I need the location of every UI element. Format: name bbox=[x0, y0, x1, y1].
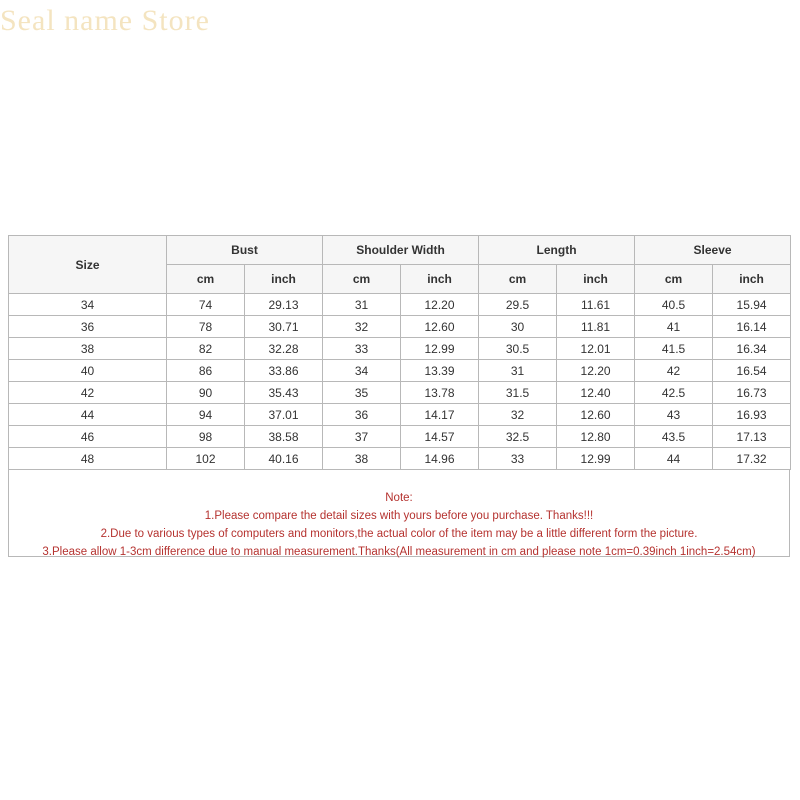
measurement-cell: 12.80 bbox=[557, 426, 635, 448]
table-row bbox=[9, 426, 791, 448]
measurement-cell: 35 bbox=[323, 382, 401, 404]
measurement-cell: 17.32 bbox=[713, 448, 791, 470]
measurement-cell: 43 bbox=[635, 404, 713, 426]
measurement-cell: 15.94 bbox=[713, 294, 791, 316]
unit-header-inch: inch bbox=[401, 265, 479, 294]
measurement-cell: 12.60 bbox=[401, 316, 479, 338]
table-row bbox=[9, 382, 791, 404]
measurement-cell: 33 bbox=[323, 338, 401, 360]
measurement-cell: 32.28 bbox=[245, 338, 323, 360]
size-table-body bbox=[9, 294, 791, 470]
measurement-cell: 37 bbox=[323, 426, 401, 448]
measurement-cell: 12.99 bbox=[557, 448, 635, 470]
table-row bbox=[9, 448, 791, 470]
unit-header-cm: cm bbox=[479, 265, 557, 294]
size-table bbox=[8, 235, 791, 470]
measurement-cell: 17.13 bbox=[713, 426, 791, 448]
measurement-cell: 40.5 bbox=[635, 294, 713, 316]
measurement-cell: 33 bbox=[479, 448, 557, 470]
size-cell: 34 bbox=[9, 294, 167, 316]
measurement-cell: 32 bbox=[323, 316, 401, 338]
measurement-cell: 13.39 bbox=[401, 360, 479, 382]
measurement-cell: 12.20 bbox=[557, 360, 635, 382]
measurement-cell: 41 bbox=[635, 316, 713, 338]
measurement-cell: 31 bbox=[323, 294, 401, 316]
measurement-cell: 78 bbox=[167, 316, 245, 338]
size-cell: 36 bbox=[9, 316, 167, 338]
size-cell: 46 bbox=[9, 426, 167, 448]
unit-header-inch: inch bbox=[557, 265, 635, 294]
measurement-cell: 94 bbox=[167, 404, 245, 426]
unit-header-cm: cm bbox=[323, 265, 401, 294]
measurement-cell: 35.43 bbox=[245, 382, 323, 404]
measurement-cell: 37.01 bbox=[245, 404, 323, 426]
measurement-cell: 102 bbox=[167, 448, 245, 470]
measurement-cell: 12.20 bbox=[401, 294, 479, 316]
measurement-cell: 82 bbox=[167, 338, 245, 360]
measurement-cell: 16.54 bbox=[713, 360, 791, 382]
bust-header: Bust bbox=[167, 236, 323, 265]
measurement-cell: 32 bbox=[479, 404, 557, 426]
unit-header-inch: inch bbox=[713, 265, 791, 294]
measurement-cell: 36 bbox=[323, 404, 401, 426]
measurement-cell: 30.71 bbox=[245, 316, 323, 338]
table-row bbox=[9, 294, 791, 316]
measurement-cell: 16.93 bbox=[713, 404, 791, 426]
measurement-cell: 29.5 bbox=[479, 294, 557, 316]
size-cell: 38 bbox=[9, 338, 167, 360]
length-header: Length bbox=[479, 236, 635, 265]
measurement-cell: 42.5 bbox=[635, 382, 713, 404]
note-title: Note: bbox=[385, 492, 413, 504]
unit-header-cm: cm bbox=[635, 265, 713, 294]
table-row bbox=[9, 404, 791, 426]
store-watermark: Seal name Store bbox=[0, 4, 210, 37]
unit-header-inch: inch bbox=[245, 265, 323, 294]
measurement-cell: 31.5 bbox=[479, 382, 557, 404]
sleeve-header: Sleeve bbox=[635, 236, 791, 265]
measurement-cell: 30.5 bbox=[479, 338, 557, 360]
measurement-cell: 14.17 bbox=[401, 404, 479, 426]
measurement-cell: 90 bbox=[167, 382, 245, 404]
measurement-cell: 12.01 bbox=[557, 338, 635, 360]
size-cell: 44 bbox=[9, 404, 167, 426]
size-cell: 48 bbox=[9, 448, 167, 470]
measurement-cell: 34 bbox=[323, 360, 401, 382]
measurement-cell: 40.16 bbox=[245, 448, 323, 470]
measurement-cell: 30 bbox=[479, 316, 557, 338]
size-cell: 40 bbox=[9, 360, 167, 382]
measurement-cell: 12.60 bbox=[557, 404, 635, 426]
measurement-cell: 86 bbox=[167, 360, 245, 382]
measurement-cell: 11.81 bbox=[557, 316, 635, 338]
measurement-cell: 12.40 bbox=[557, 382, 635, 404]
measurement-cell: 33.86 bbox=[245, 360, 323, 382]
unit-header-cm: cm bbox=[167, 265, 245, 294]
measurement-cell: 13.78 bbox=[401, 382, 479, 404]
measurement-cell: 32.5 bbox=[479, 426, 557, 448]
measurement-cell: 11.61 bbox=[557, 294, 635, 316]
table-row bbox=[9, 316, 791, 338]
measurement-cell: 74 bbox=[167, 294, 245, 316]
size-cell: 42 bbox=[9, 382, 167, 404]
measurement-cell: 41.5 bbox=[635, 338, 713, 360]
table-row bbox=[9, 360, 791, 382]
measurement-cell: 42 bbox=[635, 360, 713, 382]
measurement-cell: 29.13 bbox=[245, 294, 323, 316]
size-column-header: Size bbox=[9, 236, 167, 294]
measurement-cell: 43.5 bbox=[635, 426, 713, 448]
measurement-cell: 16.73 bbox=[713, 382, 791, 404]
measurement-cell: 44 bbox=[635, 448, 713, 470]
measurement-cell: 98 bbox=[167, 426, 245, 448]
measurement-cell: 38 bbox=[323, 448, 401, 470]
measurement-cell: 14.57 bbox=[401, 426, 479, 448]
note-line-1: 1.Please compare the detail sizes with yours before you purchase. Thanks!!! bbox=[204, 510, 594, 522]
measurement-cell: 31 bbox=[479, 360, 557, 382]
measurement-cell: 38.58 bbox=[245, 426, 323, 448]
note-box bbox=[8, 470, 790, 557]
note-line-2: 2.Due to various types of computers and monitors,the actual color of the item may be a little different form the picture. bbox=[100, 528, 698, 540]
measurement-cell: 16.34 bbox=[713, 338, 791, 360]
table-row bbox=[9, 338, 791, 360]
size-chart bbox=[8, 235, 790, 557]
shoulder-width-header: Shoulder Width bbox=[323, 236, 479, 265]
measurement-cell: 16.14 bbox=[713, 316, 791, 338]
measurement-cell: 14.96 bbox=[401, 448, 479, 470]
note-line-3: 3.Please allow 1-3cm difference due to manual measurement.Thanks(All measurement in cm and please note 1cm=0.39inch 1inch=2.54cm) bbox=[42, 546, 756, 558]
measurement-cell: 12.99 bbox=[401, 338, 479, 360]
